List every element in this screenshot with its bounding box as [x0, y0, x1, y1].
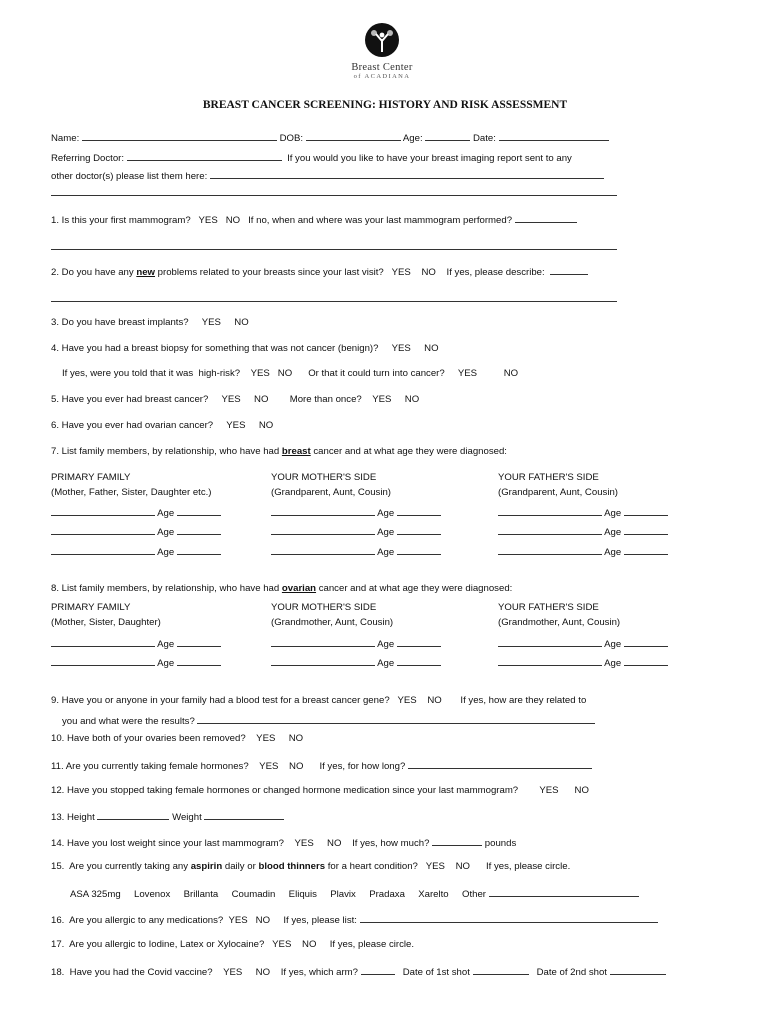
- form-title: BREAST CANCER SCREENING: HISTORY AND RISK ASSESSMENT: [202, 99, 568, 111]
- age-label: Age: [157, 639, 175, 650]
- q4-sub-text: If yes, were you told that it was high-risk?: [62, 368, 241, 379]
- q7-text-pre: 7. List family members, by relationship, who have had: [51, 446, 282, 457]
- q7-col-sub: (Grandparent, Aunt, Cousin): [271, 487, 391, 498]
- age-label: Age: [604, 547, 622, 558]
- med-xarelto[interactable]: Xarelto: [418, 889, 449, 900]
- q9-followup: If yes, how are they related to: [460, 695, 587, 706]
- q12-text: 12. Have you stopped taking female hormones or changed hormone medication since your last mammogram?: [51, 785, 519, 796]
- q18-text: 18. Have you had the Covid vaccine?: [51, 967, 213, 978]
- q11-yes[interactable]: YES: [259, 761, 279, 772]
- name-label: Name:: [51, 133, 80, 144]
- q17-text: 17. Are you allergic to Iodine, Latex or Xylocaine?: [51, 939, 265, 950]
- family-entry-row: [271, 656, 441, 669]
- age-label: Age: [377, 547, 395, 558]
- q16-text: 16. Are you allergic to any medications?: [51, 915, 224, 926]
- relationship-field[interactable]: [51, 506, 155, 516]
- family-entry-row: [498, 545, 668, 558]
- q13-weight-field[interactable]: [204, 810, 284, 820]
- age-field[interactable]: [397, 506, 441, 516]
- q11-followup: If yes, for how long?: [319, 761, 406, 772]
- q3-text: 3. Do you have breast implants?: [51, 317, 189, 328]
- q8-text-pre: 8. List family members, by relationship, who have had: [51, 583, 282, 594]
- q8-col-head: YOUR MOTHER'S SIDE: [271, 602, 377, 613]
- q4-sub2-text: Or that it could turn into cancer?: [308, 368, 445, 379]
- med-pradaxa[interactable]: Pradaxa: [369, 889, 405, 900]
- brand-subtitle: of ACADIANA: [353, 73, 411, 80]
- q18-followup: If yes, which arm?: [280, 967, 359, 978]
- other-doctors-label: other doctor(s) please list them here:: [51, 171, 208, 182]
- q17-row: [51, 939, 414, 950]
- q18-dose2-field[interactable]: [610, 965, 666, 975]
- q7-col-head: YOUR FATHER'S SIDE: [498, 472, 599, 483]
- age-field[interactable]: [177, 656, 221, 666]
- q12-no[interactable]: NO: [574, 785, 589, 796]
- q8-emph: ovarian: [281, 583, 317, 594]
- brand-name: Breast Center: [351, 62, 413, 73]
- q5-yes2[interactable]: YES: [372, 394, 392, 405]
- q7-col-sub: (Grandparent, Aunt, Cousin): [498, 487, 618, 498]
- age-label: Age: [604, 639, 622, 650]
- med-eliquis[interactable]: Eliquis: [288, 889, 317, 900]
- relationship-field[interactable]: [51, 545, 155, 555]
- age-field[interactable]: [397, 637, 441, 647]
- family-entry-row: [271, 545, 441, 558]
- q2-text-post: problems related to your breasts since your last visit?: [155, 267, 384, 278]
- family-entry-row: [271, 525, 441, 538]
- referring-tail-text: If you would you like to have your breast imaging report sent to any: [287, 153, 572, 164]
- age-label: Age: [157, 508, 175, 519]
- q16-no[interactable]: NO: [255, 915, 271, 926]
- q14-row: [51, 836, 516, 849]
- q16-followup: If yes, please list:: [283, 915, 357, 926]
- age-label: Age: [604, 508, 622, 519]
- q15-no[interactable]: NO: [455, 861, 470, 872]
- q7-row: [51, 446, 507, 457]
- relationship-field[interactable]: [271, 545, 375, 555]
- q3-row: [51, 317, 249, 328]
- med-lovenox[interactable]: Lovenox: [134, 889, 171, 900]
- relationship-field[interactable]: [271, 506, 375, 516]
- q1-rule[interactable]: [51, 249, 617, 250]
- q2-rule[interactable]: [51, 301, 617, 302]
- q18-no[interactable]: NO: [255, 967, 271, 978]
- age-field[interactable]: [624, 656, 668, 666]
- family-entry-row: [498, 525, 668, 538]
- q9-no[interactable]: NO: [427, 695, 442, 706]
- age-field[interactable]: [177, 637, 221, 647]
- q15-text-pre: 15. Are you currently taking any: [51, 861, 191, 872]
- q7-text-post: cancer and at what age they were diagnosed:: [310, 446, 507, 457]
- tree-figure-icon: [364, 22, 400, 58]
- family-entry-row: [271, 637, 441, 650]
- q12-yes[interactable]: YES: [539, 785, 559, 796]
- med-plavix[interactable]: Plavix: [330, 889, 356, 900]
- q15-blood-thinners: blood thinners: [258, 861, 326, 872]
- q10-row: [51, 733, 303, 744]
- q14-unit: pounds: [484, 838, 517, 849]
- age-field[interactable]: [624, 525, 668, 535]
- q7-col-sub: (Mother, Father, Sister, Daughter etc.): [51, 487, 212, 498]
- age-label: Age:: [402, 133, 423, 144]
- q13-height-field[interactable]: [97, 810, 169, 820]
- age-field[interactable]: [624, 506, 668, 516]
- age-field[interactable]: [624, 545, 668, 555]
- referring-row: [51, 151, 572, 164]
- q15-row: [51, 861, 570, 872]
- family-entry-row: [498, 637, 668, 650]
- relationship-field[interactable]: [51, 656, 155, 666]
- dob-label: DOB:: [279, 133, 304, 144]
- q4-sub2-yes[interactable]: YES: [457, 368, 478, 379]
- q11-field[interactable]: [408, 759, 592, 769]
- family-entry-row: [51, 506, 221, 519]
- q13-height-label: 13. Height: [51, 812, 95, 823]
- relationship-field[interactable]: [271, 637, 375, 647]
- q5-no[interactable]: NO: [254, 394, 269, 405]
- q7-col-head: PRIMARY FAMILY: [51, 472, 131, 483]
- q8-col-primary: [51, 602, 161, 628]
- q11-no[interactable]: NO: [289, 761, 304, 772]
- relationship-field[interactable]: [498, 525, 602, 535]
- q4-sub-yes[interactable]: YES: [250, 368, 270, 379]
- q15-text-mid: daily or: [222, 861, 259, 872]
- q2-no[interactable]: NO: [421, 267, 436, 278]
- q14-followup: If yes, how much?: [352, 838, 430, 849]
- q8-col-sub: (Grandmother, Aunt, Cousin): [498, 617, 621, 628]
- age-field[interactable]: [397, 545, 441, 555]
- age-label: Age: [377, 527, 395, 538]
- q10-yes[interactable]: YES: [256, 733, 276, 744]
- q17-no[interactable]: NO: [302, 939, 317, 950]
- q17-yes[interactable]: YES: [272, 939, 292, 950]
- q4-sub2-no[interactable]: NO: [503, 368, 519, 379]
- age-label: Age: [377, 639, 395, 650]
- q5-row: [51, 394, 419, 405]
- q11-text: 11. Are you currently taking female hormones?: [51, 761, 249, 772]
- q18-arm-field[interactable]: [361, 965, 395, 975]
- q1-text: 1. Is this your first mammogram?: [51, 215, 191, 226]
- family-entry-row: [51, 545, 221, 558]
- relationship-field[interactable]: [498, 506, 602, 516]
- age-label: Age: [157, 547, 175, 558]
- q4-sub-row: [62, 368, 518, 379]
- q7-col-father: [498, 472, 618, 498]
- age-field[interactable]: [177, 525, 221, 535]
- q3-yes[interactable]: YES: [201, 317, 221, 328]
- age-field[interactable]: [177, 545, 221, 555]
- q18-row: [51, 965, 666, 978]
- q8-col-head: PRIMARY FAMILY: [51, 602, 131, 613]
- family-entry-row: [51, 637, 221, 650]
- relationship-field[interactable]: [498, 637, 602, 647]
- q8-col-mother: [271, 602, 393, 628]
- q6-no[interactable]: NO: [258, 420, 274, 431]
- q14-field[interactable]: [432, 836, 482, 846]
- referring-label: Referring Doctor:: [51, 153, 125, 164]
- q14-yes[interactable]: YES: [294, 838, 314, 849]
- family-entry-row: [51, 525, 221, 538]
- q1-followup: If no, when and where was your last mammogram performed?: [248, 215, 513, 226]
- q4-yes[interactable]: YES: [391, 343, 411, 354]
- relationship-field[interactable]: [271, 525, 375, 535]
- q15-text-post: for a heart condition?: [325, 861, 418, 872]
- age-label: Age: [157, 658, 175, 669]
- q8-col-sub: (Mother, Sister, Daughter): [51, 617, 161, 628]
- q7-col-primary: [51, 472, 212, 498]
- q6-row: [51, 420, 273, 431]
- breast-center-logo: [336, 22, 428, 80]
- q8-col-father: [498, 602, 620, 628]
- q17-followup: If yes, please circle.: [329, 939, 414, 950]
- q1-no[interactable]: NO: [225, 215, 241, 226]
- age-field[interactable]: [624, 637, 668, 647]
- q1-field[interactable]: [515, 213, 577, 223]
- q5-no2[interactable]: NO: [404, 394, 420, 405]
- q18-dose1-label: Date of 1st shot: [402, 967, 470, 978]
- q5-yes[interactable]: YES: [221, 394, 241, 405]
- family-entry-row: [498, 506, 668, 519]
- relationship-field[interactable]: [271, 656, 375, 666]
- q12-row: [51, 785, 589, 796]
- q6-yes[interactable]: YES: [226, 420, 246, 431]
- q9-text: 9. Have you or anyone in your family had a blood test for a breast cancer gene?: [51, 695, 390, 706]
- age-field[interactable]: [397, 656, 441, 666]
- q2-row: [51, 265, 588, 278]
- q18-yes[interactable]: YES: [223, 967, 243, 978]
- q9-row2: [62, 714, 595, 727]
- q10-text: 10. Have both of your ovaries been removed?: [51, 733, 246, 744]
- other-doctors-row: [51, 169, 604, 182]
- q16-yes[interactable]: YES: [228, 915, 248, 926]
- q15-followup: If yes, please circle.: [485, 861, 571, 872]
- date-field[interactable]: [499, 131, 609, 141]
- q5-text: 5. Have you ever had breast cancer?: [51, 394, 209, 405]
- q8-col-head: YOUR FATHER'S SIDE: [498, 602, 599, 613]
- age-field[interactable]: [425, 131, 470, 141]
- referring-field[interactable]: [127, 151, 282, 161]
- relationship-field[interactable]: [498, 656, 602, 666]
- age-label: Age: [377, 658, 395, 669]
- q9-row: [51, 695, 586, 706]
- family-entry-row: [498, 656, 668, 669]
- other-doctors-field[interactable]: [210, 169, 604, 179]
- dob-field[interactable]: [306, 131, 401, 141]
- q13-row: [51, 810, 284, 823]
- q6-text: 6. Have you ever had ovarian cancer?: [51, 420, 214, 431]
- q11-row: [51, 759, 592, 772]
- date-label: Date:: [472, 133, 496, 144]
- q9-field[interactable]: [197, 714, 595, 724]
- q5-followup: More than once?: [289, 394, 362, 405]
- med-other[interactable]: Other: [461, 889, 486, 900]
- q8-row: [51, 583, 512, 594]
- family-entry-row: [271, 506, 441, 519]
- q8-col-sub: (Grandmother, Aunt, Cousin): [271, 617, 394, 628]
- q3-no[interactable]: NO: [234, 317, 249, 328]
- q2-emph: new: [136, 267, 156, 278]
- q4-no[interactable]: NO: [424, 343, 439, 354]
- q7-col-mother: [271, 472, 391, 498]
- q1-yes[interactable]: YES: [198, 215, 218, 226]
- q16-field[interactable]: [360, 913, 658, 923]
- med-asa[interactable]: ASA 325mg: [70, 889, 121, 900]
- med-coumadin[interactable]: Coumadin: [231, 889, 276, 900]
- q14-text: 14. Have you lost weight since your last mammogram?: [51, 838, 285, 849]
- family-entry-row: [51, 656, 221, 669]
- q4-row: [51, 343, 439, 354]
- q15-meds-row: [70, 887, 639, 900]
- age-field[interactable]: [397, 525, 441, 535]
- q10-no[interactable]: NO: [288, 733, 304, 744]
- q4-sub-no[interactable]: NO: [277, 368, 293, 379]
- name-field[interactable]: [82, 131, 277, 141]
- med-other-field[interactable]: [489, 887, 639, 897]
- q7-col-head: YOUR MOTHER'S SIDE: [271, 472, 377, 483]
- q9-yes[interactable]: YES: [397, 695, 417, 706]
- q15-aspirin: aspirin: [190, 861, 223, 872]
- relationship-field[interactable]: [51, 525, 155, 535]
- q1-row: [51, 213, 577, 226]
- q2-field[interactable]: [550, 265, 588, 275]
- q15-yes[interactable]: YES: [425, 861, 445, 872]
- relationship-field[interactable]: [498, 545, 602, 555]
- q2-followup: If yes, please describe:: [446, 267, 545, 278]
- q2-text-pre: 2. Do you have any: [51, 267, 137, 278]
- q13-weight-label: Weight: [172, 812, 202, 823]
- q7-emph: breast: [281, 446, 311, 457]
- age-label: Age: [604, 658, 622, 669]
- name-row: [51, 131, 609, 144]
- age-label: Age: [604, 527, 622, 538]
- age-label: Age: [377, 508, 395, 519]
- q18-dose1-field[interactable]: [473, 965, 529, 975]
- q14-no[interactable]: NO: [327, 838, 342, 849]
- age-field[interactable]: [177, 506, 221, 516]
- q2-yes[interactable]: YES: [391, 267, 411, 278]
- q16-row: [51, 913, 658, 926]
- q18-dose2-label: Date of 2nd shot: [536, 967, 607, 978]
- q9-line2: you and what were the results?: [62, 716, 195, 727]
- relationship-field[interactable]: [51, 637, 155, 647]
- q8-text-post: cancer and at what age they were diagnosed:: [316, 583, 513, 594]
- blank-rule[interactable]: [51, 195, 617, 196]
- q4-text: 4. Have you had a breast biopsy for something that was not cancer (benign)?: [51, 343, 379, 354]
- med-brillanta[interactable]: Brillanta: [183, 889, 219, 900]
- age-label: Age: [157, 527, 175, 538]
